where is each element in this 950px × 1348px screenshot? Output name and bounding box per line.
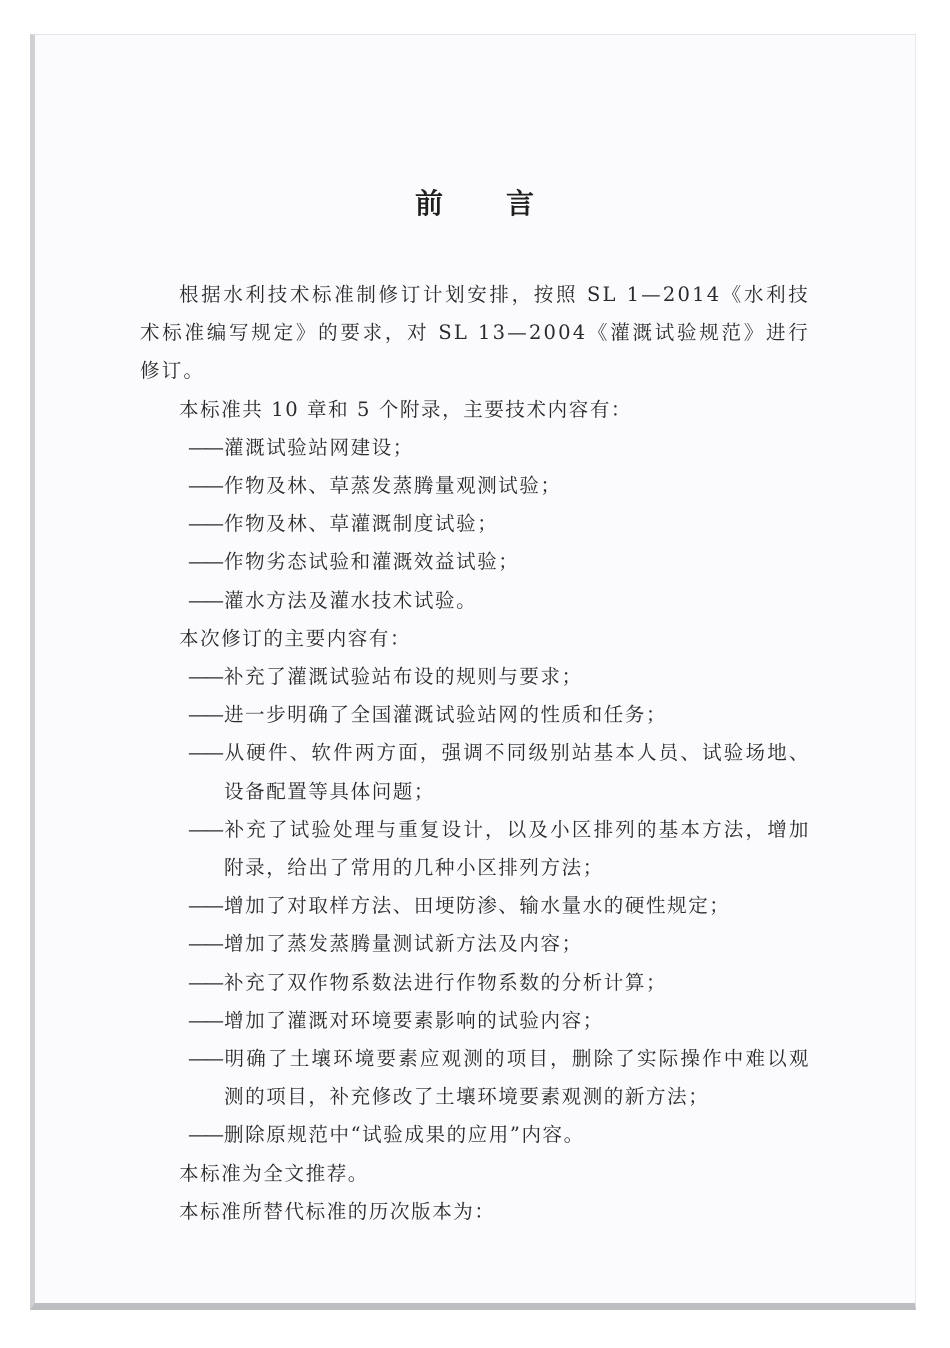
- em-dash: [188, 734, 224, 772]
- em-dash: [188, 1002, 224, 1040]
- em-dash: [188, 811, 224, 849]
- em-dash: [188, 925, 224, 963]
- revision-item: ——增加了灌溉对环境要素影响的试验内容；: [140, 1002, 810, 1040]
- revision-item: ——增加了蒸发蒸腾量测试新方法及内容；: [140, 925, 810, 963]
- revision-item: ——删除原规范中“试验成果的应用”内容。: [140, 1116, 810, 1154]
- em-dash: [188, 505, 224, 543]
- title-char-2: 言: [506, 187, 536, 220]
- em-dash: [188, 1116, 224, 1154]
- revision-item: ——增加了对取样方法、田埂防渗、输水量水的硬性规定；: [140, 887, 810, 925]
- intro-paragraph: 根据水利技术标准制修订计划安排，按照 SL 1—2014《水利技术标准编写规定》的要求，对 SL 13—2004《灌溉试验规范》进行修订。: [140, 283, 810, 383]
- recommendation-line: 本标准为全文推荐。: [179, 1161, 369, 1185]
- em-dash: [188, 543, 224, 581]
- history-intro: 本标准所替代标准的历次版本为：: [179, 1199, 496, 1223]
- em-dash: [188, 467, 224, 505]
- revision-item: ——补充了灌溉试验站布设的规则与要求；: [140, 658, 810, 696]
- em-dash: [188, 429, 224, 467]
- em-dash: [188, 582, 224, 620]
- content-item: ——作物及林、草蒸发蒸腾量观测试验；: [140, 467, 810, 505]
- page-title: [0, 182, 950, 222]
- content-item: ——灌水方法及灌水技术试验。: [140, 582, 810, 620]
- content-item: ——灌溉试验站网建设；: [140, 429, 810, 467]
- em-dash: [188, 658, 224, 696]
- em-dash: [188, 887, 224, 925]
- revision-intro: 本次修订的主要内容有：: [179, 626, 412, 650]
- em-dash: [188, 696, 224, 734]
- content-item: ——作物及林、草灌溉制度试验；: [140, 505, 810, 543]
- revision-item: ——明确了土壤环境要素应观测的项目，删除了实际操作中难以观测的项目，补充修改了土壤环境要素观测的新方法；: [140, 1040, 810, 1116]
- em-dash: [188, 1040, 224, 1078]
- document-body: [140, 276, 810, 1231]
- title-char-1: 前: [414, 187, 444, 220]
- revision-item: ——补充了双作物系数法进行作物系数的分析计算；: [140, 964, 810, 1002]
- revision-item: ——进一步明确了全国灌溉试验站网的性质和任务；: [140, 696, 810, 734]
- revision-item: ——从硬件、软件两方面，强调不同级别站基本人员、试验场地、设备配置等具体问题；: [140, 734, 810, 810]
- content-intro: 本标准共 10 章和 5 个附录，主要技术内容有：: [179, 397, 633, 421]
- em-dash: [188, 964, 224, 1002]
- content-item: ——作物劣态试验和灌溉效益试验；: [140, 543, 810, 581]
- revision-item: ——补充了试验处理与重复设计，以及小区排列的基本方法，增加附录，给出了常用的几种小区排列方法；: [140, 811, 810, 887]
